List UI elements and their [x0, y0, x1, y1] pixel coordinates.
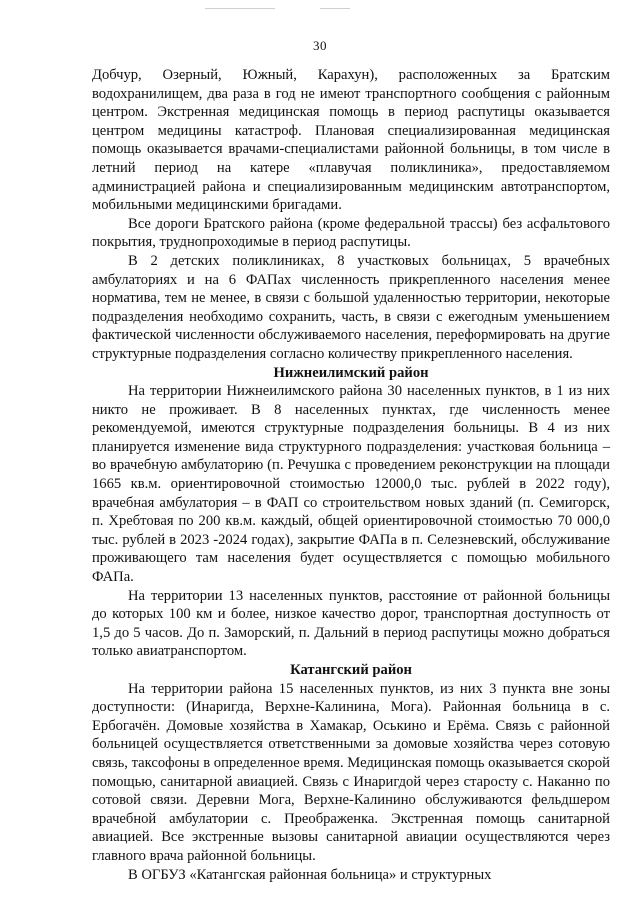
section-heading-nizhneilimsky: Нижнеилимский район	[273, 364, 429, 381]
paragraph: В 2 детских поликлиниках, 8 участковых больницах, 5 врачебных амбулаториях и на 6 ФАПах численность прикрепленного населения менее норматива, тем не менее, в связи с большой удаленностью территории, некоторые подразделения необходимо сохранить, часть, в связи с ежегодным уменьшением фактической численности обслуживаемого населения, переформировать на другие структурные подразделения согласно количеству прикрепленного населения.	[92, 252, 610, 362]
paragraph: На территории района 15 населенных пунктов, из них 3 пункта вне зоны доступности: (Инаригда, Верхне-Калинина, Мога). Районная больница в с. Ербогачён. Домовые хозяйства в Хамакар, Оськино и Ерёма. Связь с районной больницей осуществляется ответственными за домовые хозяйства через сотовую связь, таксофоны в определенное время. Медицинская помощь оказывается скорой помощью, санитарной авиацией. Связь с Инаригдой через старосту с. Наканно по сотовой связи. Деревни Мога, Верхне-Калинино обслуживаются фельдшером врачебной амбулатории с. Преображенка. Экстренная помощь санитарной авиацией. Все экстренные вызовы санитарной авиации осуществляются через главного врача районной больницы.	[92, 680, 610, 864]
paragraph: На территории Нижнеилимского района 30 населенных пунктов, в 1 из них никто не проживает. В 8 населенных пунктах, где численность менее рекомендуемой, имеются структурные подразделения больницы. В 4 из них планируется изменение вида структурного подразделения: участковая больница – во врачебную амбулаторию (п. Речушка с проведением реконструкции на площади 1665 кв.м. ориентировочной стоимостью 12000,0 тыс. рублей в 2022 году), врачебная амбулатория – в ФАП со строительством новых зданий (п. Семигорск, п. Хребтовая по 200 кв.м. каждый, общей ориентировочной стоимостью 70 000,0 тыс. рублей в 2023 -2024 годах), закрытие ФАПа в п. Селезневский, обслуживание проживающего там населения будет осуществляется с помощью мобильного ФАПа.	[92, 383, 610, 586]
scan-artifact	[205, 8, 275, 9]
paragraph: На территории 13 населенных пунктов, расстояние от районной больницы до которых 100 км и более, низкое качество дорог, транспортная доступность от 1,5 до 5 часов. До п. Заморский, п. Дальний в период распутицы можно добраться только авиатранспортом.	[92, 587, 610, 660]
paragraph: Добчур, Озерный, Южный, Карахун), расположенных за Братским водохранилищем, два раза в год не имеют транспортного сообщения с районным центром. Экстренная медицинская помощь в период распутицы оказывается центром медицины катастроф. Плановая специализированная медицинская помощь оказывается врачами-специалистами районной больницы, в том числе в летний период на катере «плавучая поликлиника», предоставляемом администрацией района и специализированным медицинским автотранспортом, мобильными медицинскими бригадами.	[92, 67, 610, 214]
scan-artifact	[320, 8, 350, 9]
document-body	[92, 66, 610, 884]
section-heading-katangsky: Катангский район	[290, 662, 412, 678]
page-number: 30	[313, 38, 327, 53]
paragraph: В ОГБУЗ «Катангская районная больница» и структурных	[128, 866, 492, 883]
paragraph: Все дороги Братского района (кроме федеральной трассы) без асфальтового покрытия, труднопроходимые в период распутицы.	[92, 215, 610, 251]
